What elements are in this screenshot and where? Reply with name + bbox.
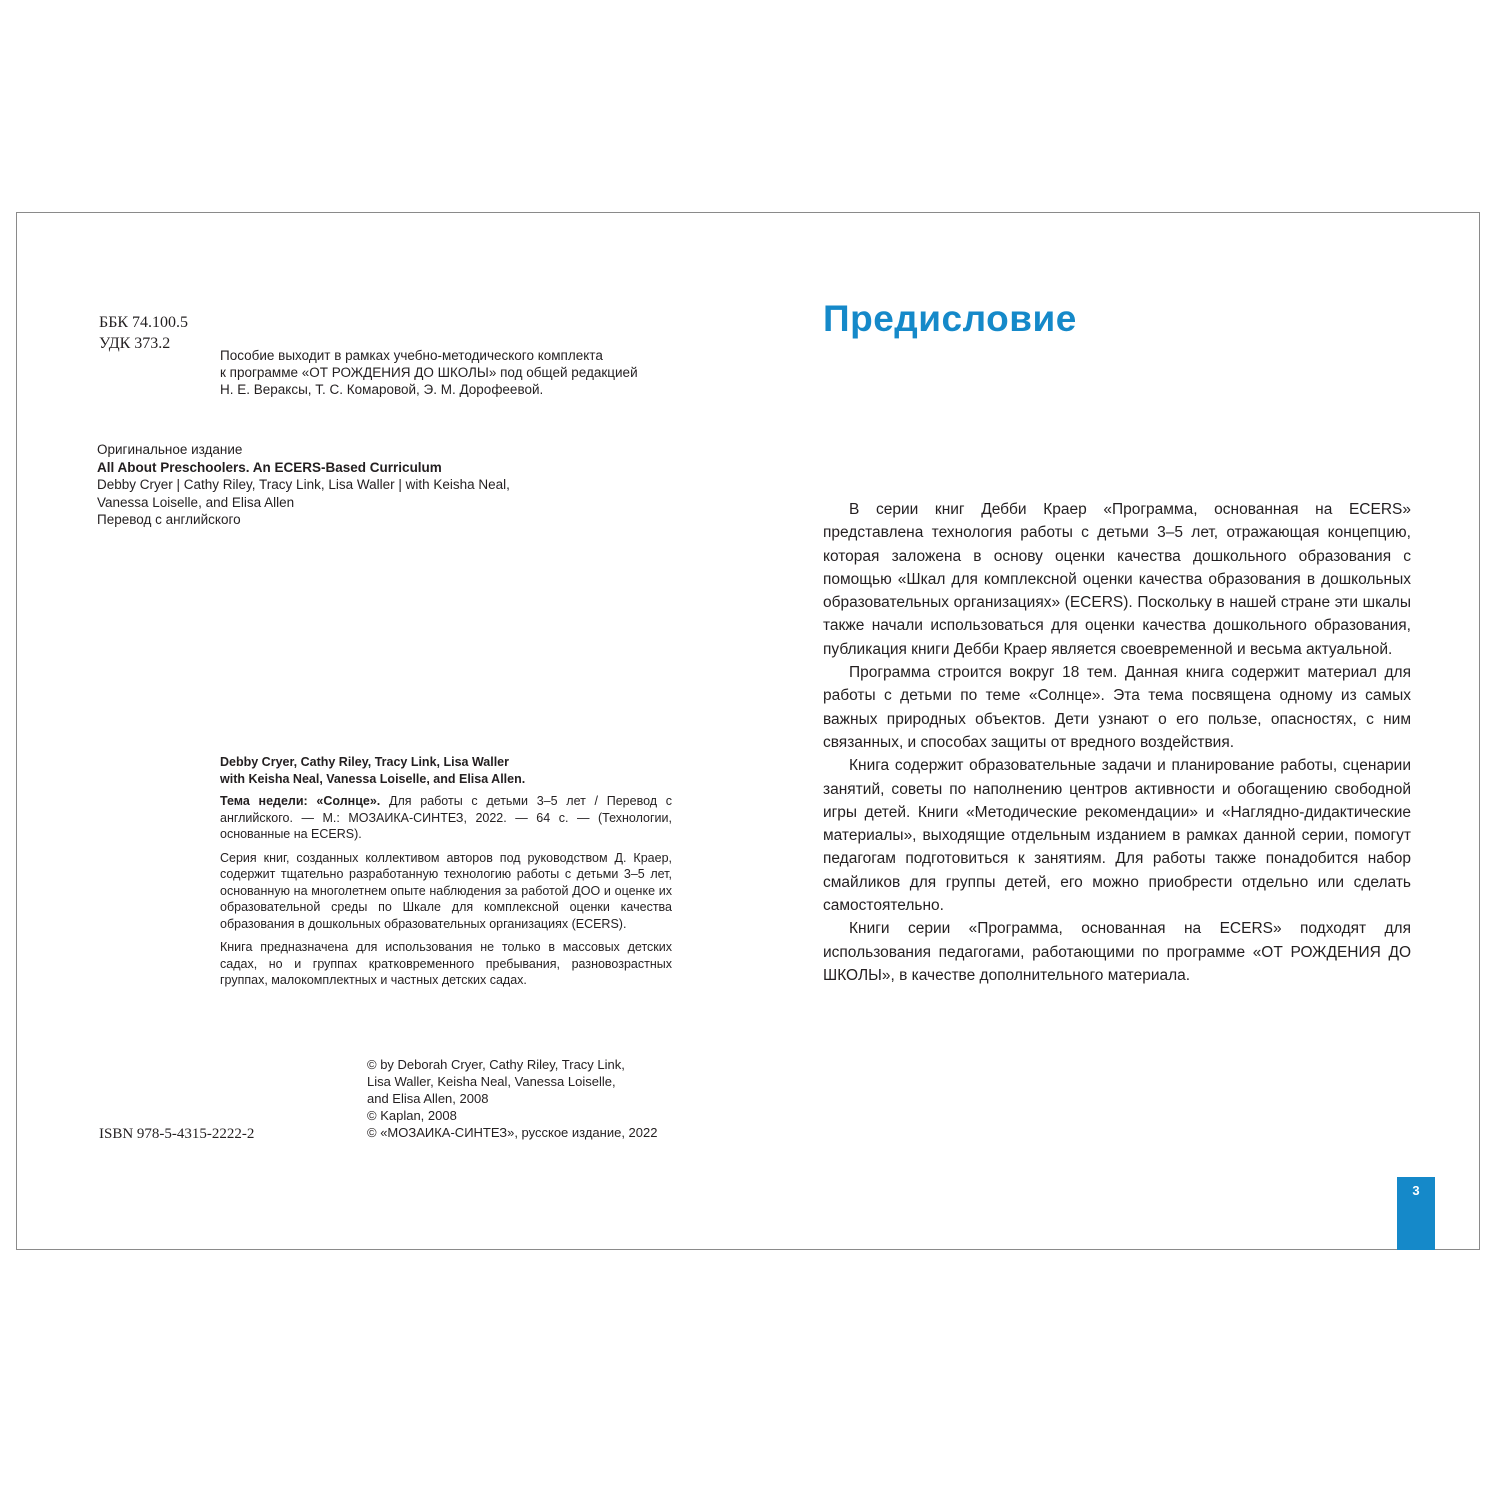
original-authors: Debby Cryer | Cathy Riley, Tracy Link, Lisa Waller | with Keisha Neal, <box>97 477 510 492</box>
imprint-line: к программе «ОТ РОЖДЕНИЯ ДО ШКОЛЫ» под общей редакцией <box>220 365 638 380</box>
annotation-paragraph: Серия книг, созданных коллективом авторов под руководством Д. Краер, содержит тщательно разработанную технологию работы с детьми 3–5 лет, основанную на многолетнем опыте наблюдения за работой ДОО и оценке их образовательной среды по Шкале для комплексной оценки качества образования в дошкольных образовательных организациях (ECERS). <box>220 850 672 931</box>
original-title: All About Preschoolers. An ECERS-Based Curriculum <box>97 459 442 475</box>
preface-text <box>823 498 1411 987</box>
annotation-authors-line: Debby Cryer, Cathy Riley, Tracy Link, Lisa Waller <box>220 755 510 769</box>
udk-code: УДК 373.2 <box>99 335 171 352</box>
copyright-line: © «МОЗАИКА-СИНТЕЗ», русское издание, 2022 <box>367 1125 658 1140</box>
copyright-block <box>367 1056 687 1141</box>
imprint-note <box>220 347 690 398</box>
translation-note: Перевод с английского <box>97 512 241 527</box>
bbk-code: ББК 74.100.5 <box>99 314 189 331</box>
original-edition-label: Оригинальное издание <box>97 442 243 457</box>
copyright-line: Lisa Waller, Keisha Neal, Vanessa Loiselle, <box>367 1074 616 1089</box>
annotation-block <box>220 754 672 996</box>
copyright-line: © Kaplan, 2008 <box>367 1108 457 1123</box>
annotation-authors <box>220 754 672 787</box>
preface-paragraph: Программа строится вокруг 18 тем. Данная книга содержит материал для работы с детьми по теме «Солнце». Эта тема посвящена одному из самых важных природных объектов. Дети узнают о его пользе, опасностях, с ним связанных, и способах защиты от вредного воздействия. <box>823 664 1411 751</box>
copyright-line: © by Deborah Cryer, Cathy Riley, Tracy Link, <box>367 1057 625 1072</box>
theme-title: Тема недели: «Солнце». <box>220 794 381 808</box>
page-number: 3 <box>1412 1183 1420 1198</box>
imprint-line: Пособие выходит в рамках учебно-методического комплекта <box>220 348 603 363</box>
book-spread <box>16 212 1480 1250</box>
page-number-tab <box>1397 1177 1435 1250</box>
copyright-line: and Elisa Allen, 2008 <box>367 1091 489 1106</box>
annotation-authors-line: with Keisha Neal, Vanessa Loiselle, and Elisa Allen. <box>220 771 526 786</box>
imprint-line: Н. Е. Вераксы, Т. С. Комаровой, Э. М. Дорофеевой. <box>220 382 544 397</box>
page-title: Предисловие <box>823 298 1077 339</box>
original-edition-block <box>97 441 617 529</box>
annotation-theme <box>220 793 672 843</box>
preface-paragraph: Книги серии «Программа, основанная на ECERS» подходят для использования педагогами, работающими по программе «ОТ РОЖДЕНИЯ ДО ШКОЛЫ», в качестве дополнительного материала. <box>823 920 1411 984</box>
original-authors: Vanessa Loiselle, and Elisa Allen <box>97 494 295 510</box>
preface-paragraph: В серии книг Дебби Краер «Программа, основанная на ECERS» представлена технология работы с детьми 3–5 лет, отражающая концепцию, которая заложена в основу оценки качества дошкольного образования с помощью «Шкал для комплексной оценки качества образования в дошкольных образовательных организациях» (ECERS). Поскольку в нашей стране эти шкалы также начали использоваться для оценки качества дошкольного образования, публикация книги Дебби Краер является своевременной и весьма актуальной. <box>823 501 1411 658</box>
preface-paragraph: Книга содержит образовательные задачи и планирование работы, сценарии занятий, советы по наполнению центров активности и обогащению свободной игры детей. Книги «Методические рекомендации» и «Наглядно-дидактические материалы», выходящие отдельным изданием в рамках данной серии, помогут педагогам подготовиться к занятиям. Для работы также понадобится набор смайликов для группы детей, его можно приобрести отдельно или сделать самостоятельно. <box>823 757 1411 915</box>
classification-codes <box>99 312 188 354</box>
annotation-paragraph: Книга предназначена для использования не только в массовых детских садах, но и группах кратковременного пребывания, разновозрастных группах, малокомплектных и частных детских садах. <box>220 940 672 987</box>
isbn: ISBN 978-5-4315-2222-2 <box>99 1126 255 1142</box>
theme-details: Для работы с детьми 3–5 лет / Перевод с английского. — М.: МОЗАИКА-СИНТЕЗ, 2022. — 64 с. — (Технологии, основанные на ECERS). <box>220 794 673 841</box>
